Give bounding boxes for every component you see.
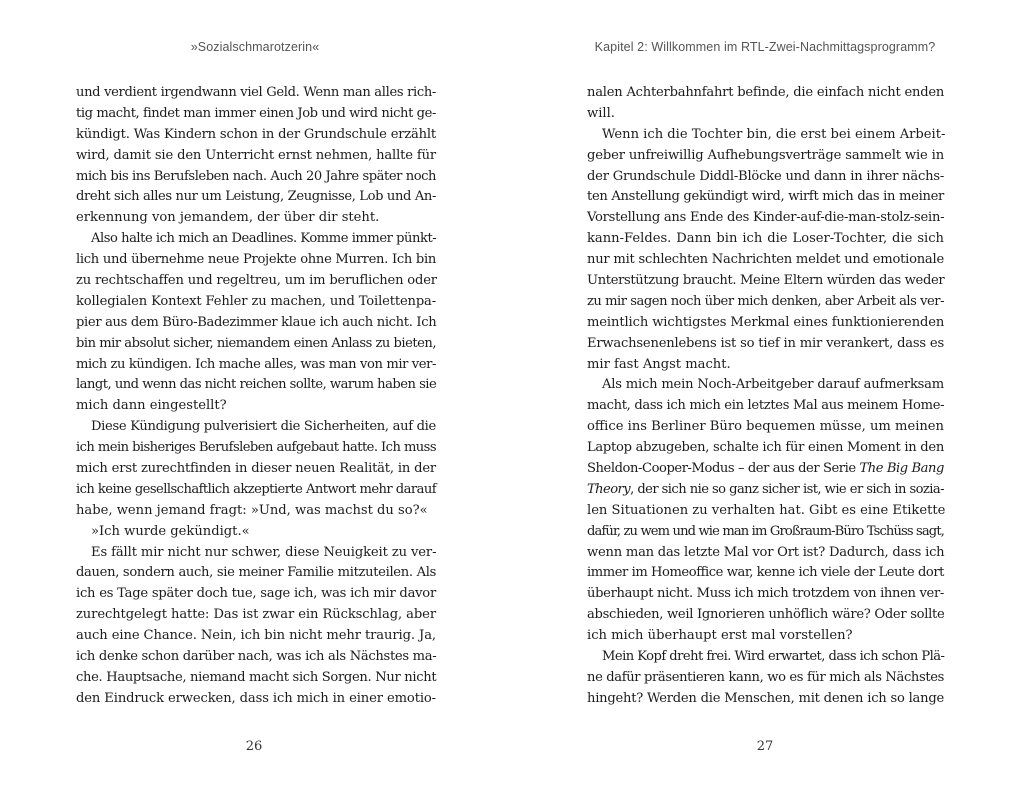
- text-line: ne dafür präsentieren kann, wo es für mich als Nächstes: [587, 669, 944, 685]
- text-line: langt, und wenn das nicht reichen sollte, warum haben sie: [76, 377, 437, 393]
- running-head-right: Kapitel 2: Willkommen im RTL-Zwei-Nachmittagsprogramm?: [594, 40, 936, 54]
- text-line: tig macht, findet man immer einen Job und wird nicht ge-: [76, 105, 436, 121]
- text-line: geber unfreiwillig Aufhebungsverträge sammelt wie in: [587, 147, 945, 163]
- text-line: Es fällt mir nicht nur schwer, diese Neuigkeit zu ver-: [91, 544, 437, 560]
- text-line: mir fast Angst macht.: [587, 356, 731, 372]
- text-line: ten Anstellung gekündigt wird, wirft mich das in meiner: [587, 189, 944, 205]
- text-line: mich bis ins Berufsleben nach. Auch 20 Jahre später noch: [76, 168, 436, 184]
- text-line: wenn man das letzte Mal vor Ort ist? Dadurch, dass ich: [587, 544, 945, 560]
- text-line: zu mir sagen noch über mich denken, aber Arbeit als ver-: [587, 293, 945, 309]
- text-line: pier aus dem Büro-Badezimmer klaue ich auch nicht. Ich: [76, 314, 437, 330]
- text-line: Theory, der sich nie so ganz sicher ist, wie er sich in sozia-: [587, 481, 944, 497]
- text-line: Wenn ich die Tochter bin, die erst bei einem Arbeit-: [602, 126, 946, 142]
- text-line: Als mich mein Noch-Arbeitgeber darauf aufmerksam: [602, 377, 944, 393]
- text-line: immer im Homeoffice war, kenne ich viele der Leute dort: [587, 565, 944, 581]
- text-line: und verdient irgendwann viel Geld. Wenn man alles rich-: [76, 85, 436, 100]
- text-line: mich zu kündigen. Ich mache alles, was man von mir ver-: [76, 356, 436, 372]
- text-line: »Ich wurde gekündigt.«: [91, 523, 250, 539]
- text-line: Also halte ich mich an Deadlines. Komme immer pünkt-: [91, 231, 437, 247]
- page-number-left: 26: [245, 739, 263, 754]
- text-line: macht, dass ich mich ein letztes Mal aus meinem Home-: [587, 398, 945, 414]
- text-line: abschieden, weil Ignorieren unhöflich wäre? Oder sollte: [587, 607, 945, 623]
- text-line: nalen Achterbahnfahrt befinde, die einfach nicht enden: [587, 85, 945, 100]
- text-line: Unterstützung braucht. Meine Eltern würden das weder: [587, 273, 945, 289]
- text-line: auch eine Chance. Nein, ich bin nicht mehr traurig. Ja,: [76, 628, 436, 644]
- text-line: len Situationen zu verhalten hat. Gibt es eine Etikette: [587, 502, 946, 518]
- text-line: Laptop abzugeben, schalte ich für einen Moment in den: [587, 440, 944, 456]
- right-page: [510, 0, 1020, 793]
- text-line: Diese Kündigung pulverisiert die Sicherheiten, auf die: [91, 419, 436, 435]
- series-title: Theory: [587, 481, 631, 497]
- text-line: zurechtgelegt hatte: Das ist zwar ein Rückschlag, aber: [76, 607, 436, 623]
- text-line: ich mich überhaupt erst mal vorstellen?: [587, 628, 853, 644]
- text-line: Mein Kopf dreht frei. Wird erwartet, dass ich schon Plä-: [602, 649, 945, 665]
- text-line: überhaupt nicht. Muss ich mich trotzdem von ihnen ver-: [587, 586, 944, 602]
- text-line: Vorstellung ans Ende des Kinder-auf-die-man-stolz-sein-: [587, 210, 945, 226]
- series-title: The Big Bang: [859, 461, 945, 477]
- text-line: kündigt. Was Kindern schon in der Grundschule erzählt: [76, 126, 436, 142]
- text-line: lich und übernehme neue Projekte ohne Murren. Ich bin: [76, 252, 436, 268]
- running-head-left: »Sozialschmarotzerin«: [190, 40, 320, 54]
- text-line: will.: [587, 105, 615, 121]
- text-line: mich erst zurechtfinden in dieser neuen Realität, in der: [76, 461, 436, 477]
- text-line: kollegialen Kontext Fehler zu machen, und Toilettenpa-: [76, 293, 436, 309]
- text-line: ich denke schon darüber nach, was ich als Nächstes ma-: [76, 649, 437, 665]
- text-line: wird, damit sie den Unterricht ernst nehmen, hallte für: [76, 147, 436, 163]
- text-line: nur mit schlechten Nachrichten meldet und emotionale: [587, 252, 944, 268]
- text-line: habe, wenn jemand fragt: »Und, was machst du so?«: [76, 502, 428, 518]
- text-line: der Grundschule Diddl-Blöcke und dann in ihrer nächs-: [587, 168, 945, 184]
- text-line: erkennung von jemandem, der über dir steht.: [76, 210, 380, 226]
- text-line: hingeht? Werden die Menschen, mit denen ich so lange: [587, 690, 944, 706]
- text-line: che. Hauptsache, niemand macht sich Sorgen. Nur nicht: [76, 669, 437, 685]
- text-line: dafür, zu wem und wie man im Großraum-Büro Tschüss sagt,: [587, 523, 944, 539]
- text-line: office ins Berliner Büro bequemen müsse, um meinen: [587, 419, 944, 435]
- page-number-right: 27: [756, 739, 774, 754]
- text-line: Sheldon-Cooper-Modus – der aus der Serie The Big Bang: [587, 461, 945, 477]
- text-line: den Eindruck erwecken, dass ich mich in einer emotio-: [76, 690, 436, 706]
- text-line: ich mein bisheriges Berufsleben aufgebaut hatte. Ich muss: [76, 440, 436, 456]
- text-line: ich keine gesellschaftlich akzeptierte Antwort mehr darauf: [76, 481, 436, 497]
- text-line: bin mir absolut sicher, niemandem einen Anlass zu bieten,: [76, 335, 436, 351]
- text-line: zu rechtschaffen und regeltreu, um im beruflichen oder: [76, 273, 437, 289]
- body-text-right: [587, 83, 944, 710]
- body-text-left: [76, 83, 436, 710]
- text-line: dauen, sondern auch, sie meiner Familie mitzuteilen. Als: [76, 565, 436, 581]
- text-line: mich dann eingestellt?: [76, 398, 227, 414]
- text-line: dreht sich alles nur um Leistung, Zeugnisse, Lob und An-: [76, 189, 437, 205]
- text-line: ich es Tage später doch tue, sage ich, was ich mir davor: [76, 586, 436, 602]
- text-line: meintlich wichtigstes Merkmal eines funktionierenden: [587, 314, 945, 330]
- text-line: Erwachsenenlebens ist so tief in mir verankert, dass es: [587, 335, 944, 351]
- text-line: kann-Feldes. Dann bin ich die Loser-Tochter, die sich: [587, 231, 944, 247]
